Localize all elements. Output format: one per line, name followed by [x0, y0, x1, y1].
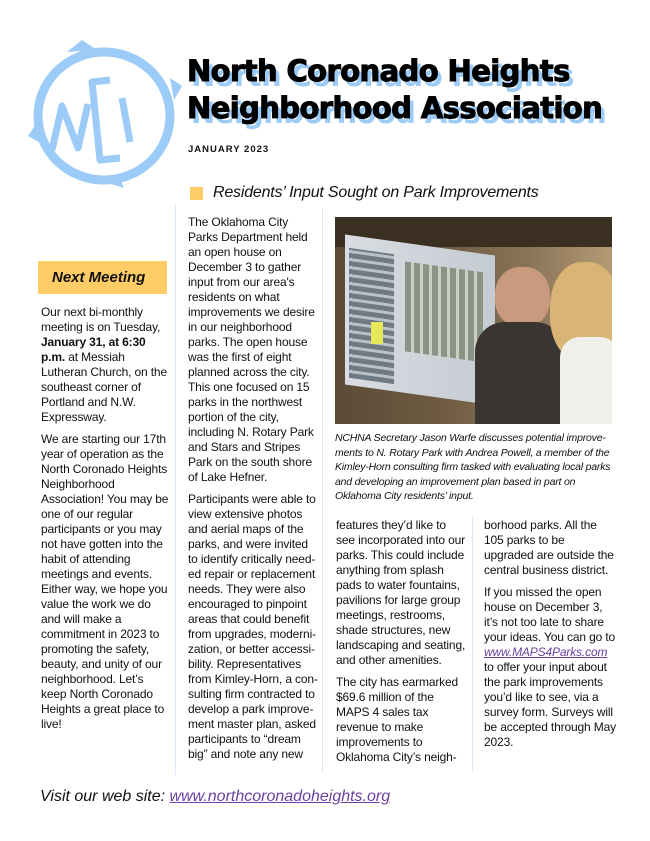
article-headline: Residents’ Input Sought on Park Improvements	[213, 184, 539, 201]
masthead-title-line2: Neighborhood Association	[187, 91, 603, 125]
next-meeting-heading: Next Meeting	[52, 269, 146, 286]
survey-text: If you missed the open house on December 3, it’s not too late to share your ideas. You can go to	[484, 585, 616, 644]
sidebar-column	[41, 305, 171, 739]
article-paragraph: The Oklahoma City Parks Department held an open house on December 3 to gather input from our area's residents on what improvements we desire in our neighborhood parks. The open house was the first of eight planned across the city. This one focused on 15 parks in the northwest portion of the city, including N. Rotary Park and Stars and Stripes Park on the south shore of Lake Hefner.	[188, 215, 315, 484]
footer-label: Visit our web site:	[40, 788, 170, 805]
column-divider	[472, 517, 473, 772]
nch-logo	[22, 38, 187, 193]
meeting-paragraph	[41, 305, 171, 425]
issue-date: JANUARY 2023	[188, 144, 270, 155]
meeting-date: January 31, at 6:30 p.m.	[41, 335, 146, 364]
footer	[40, 788, 390, 806]
article-paragraph: features they’d like to see incorporated into our parks. This could include anything from splash pads to water fountains, pavilions for large group meetings, restrooms, shade structures, new landscaping and seating, and other amenities.	[336, 518, 466, 667]
article-photo	[335, 217, 612, 424]
website-link[interactable]: www.northcoronadoheights.org	[169, 788, 391, 805]
column-divider	[322, 208, 323, 773]
sidebar-paragraph: We are starting our 17th year of operation as the North Coronado Heights Neighborhood Association! You may be one of our regular participants or you may not have gotten into the habit of attending meetings and events. Either way, we hope you value the work we do and will make a commitment in 2023 to promoting the safety, beauty, and unity of our neighborhood. Let’s keep North Coronado Heights a great place to live!	[41, 432, 169, 731]
maps4parks-link[interactable]: www.MAPS4Parks.com	[484, 645, 608, 659]
article-paragraph: borhood parks. All the 105 parks to be upgraded are outside the central business district.	[484, 518, 614, 577]
photo-caption: NCHNA Secretary Jason Warfe discusses potential improvements to N. Rotary Park with Andrea Powell, a member of the Kimley-Horn consulting firm tasked with evaluating local parks and developing an improvement plan based in part on Oklahoma City residents’ input.	[335, 432, 611, 502]
article-column-2	[336, 518, 468, 772]
article-column-3	[484, 518, 616, 757]
article-paragraph: Participants were able to view extensive photos and aerial maps of the parks, and were invited to identify critically needed repair or replacement needs. They were also encouraged to pinpoint areas that could benefit from upgrades, modernization, or better accessibility. Representatives from Kimley-Horn, a consulting firm contracted to develop a park improvement master plan, asked participants to “dream big” and note any new	[188, 492, 318, 761]
meeting-text: Our next bi-monthly meeting is on Tuesday,	[41, 305, 161, 334]
article-paragraph: The city has earmarked $69.6 million of the MAPS 4 sales tax revenue to make improvements to Oklahoma City’s neigh-	[336, 675, 459, 764]
article-column-1	[188, 215, 320, 769]
article-paragraph	[484, 585, 616, 750]
masthead-title-line1: North Coronado Heights	[187, 54, 570, 88]
survey-text: to offer your input about the park improvements you’d like to see, via a survey form. Surveys will be accepted through May 2023.	[484, 660, 616, 749]
headline-bullet-square	[190, 187, 203, 200]
column-divider	[175, 205, 176, 775]
meeting-location: at Messiah Lutheran Church, on the southeast corner of Portland and N.W. Expressway.	[41, 350, 167, 424]
